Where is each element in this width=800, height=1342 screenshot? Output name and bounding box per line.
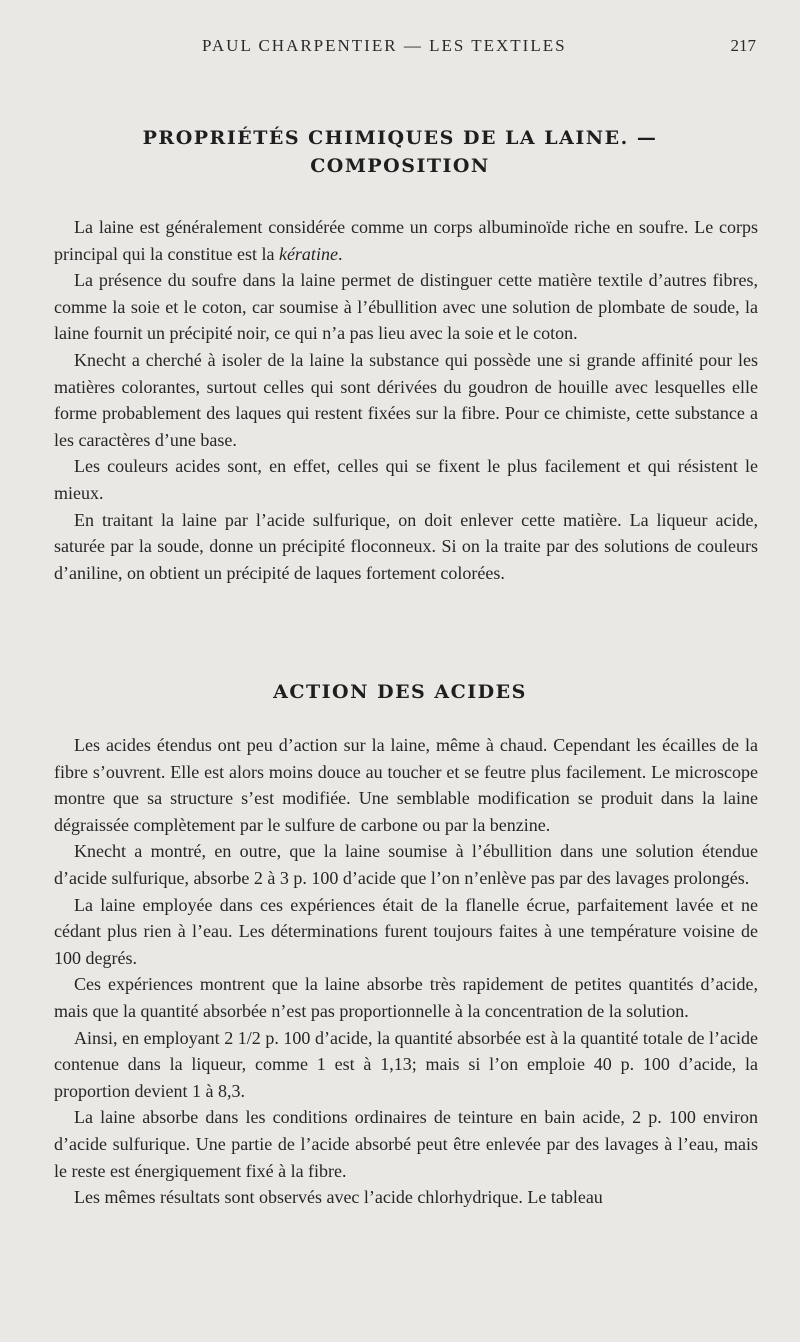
paragraph: [54, 214, 758, 267]
paragraph: La présence du soufre dans la laine permet de distinguer cette matière textile d’autres fibres, comme la soie et le coton, car soumise à l’ébullition avec une solution de plombate de soude, la laine fournit un précipité noir, ce qui n’a pas lieu avec la soie et le coton.: [54, 270, 758, 344]
paragraph-text: La laine est généralement considérée comme un corps albuminoïde riche en soufre. Le corps principal qui la constitue est la: [54, 217, 758, 264]
composition-section-body: [54, 214, 758, 586]
running-title: PAUL CHARPENTIER — LES TEXTILES: [202, 36, 567, 55]
paragraph: Ces expériences montrent que la laine absorbe très rapidement de petites quantités d’acide, mais que la quantité absorbée n’est pas proportionnelle à la concentration de la solution.: [54, 974, 758, 1021]
paragraph: En traitant la laine par l’acide sulfurique, on doit enlever cette matière. La liqueur acide, saturée par la soude, donne un précipité floconneux. Si on la traite par des solutions de couleurs d’aniline, on obtient un précipité de laques fortement colorées.: [54, 509, 758, 583]
page-number: 217: [730, 36, 756, 55]
paragraph: La laine absorbe dans les conditions ordinaires de teinture en bain acide, 2 p. 100 environ d’acide sulfurique. Une partie de l’acide absorbé peut être enlevée par des lavages à l’eau, mais le reste est énergiquement fixé à la fibre.: [54, 1107, 758, 1181]
section-heading-composition: [0, 124, 800, 180]
paragraph: Les acides étendus ont peu d’action sur la laine, même à chaud. Cependant les écailles de la fibre s’ouvrent. Elle est alors moins douce au toucher et se feutre plus facilement. Le microscope montre que sa structure s’est modifiée. Une semblable modification se produit dans la laine dégraissée complètement par le sulfure de carbone ou par la benzine.: [54, 735, 758, 835]
emphasized-term: kératine: [278, 243, 338, 264]
paragraph: Knecht a montré, en outre, que la laine soumise à l’ébullition dans une solution étendue d’acide sulfurique, absorbe 2 à 3 p. 100 d’acide que l’on n’enlève pas par des lavages prolongés.: [54, 841, 758, 888]
acides-section-body: [54, 732, 758, 1211]
section-title-line-1: PROPRIÉTÉS CHIMIQUES DE LA LAINE. —: [142, 127, 658, 149]
paragraph: La laine employée dans ces expériences était de la flanelle écrue, parfaitement lavée et ne cédant plus rien à l’eau. Les déterminations furent toujours faites à une température voisine de 100 degrés.: [54, 894, 758, 968]
paragraph: Les couleurs acides sont, en effet, celles qui se fixent le plus facilement et qui résistent le mieux.: [54, 456, 758, 503]
section-heading-acides: [0, 678, 800, 706]
paragraph-text: .: [337, 243, 343, 264]
paragraph: Knecht a cherché à isoler de la laine la substance qui possède une si grande affinité pour les matières colorantes, surtout celles qui sont dérivées du goudron de houille avec lesquelles elle forme probablement des laques qui restent fixées sur la fibre. Pour ce chimiste, cette substance a les caractères d’une base.: [54, 349, 758, 450]
section-title: ACTION DES ACIDES: [273, 681, 527, 703]
paragraph: Ainsi, en employant 2 1/2 p. 100 d’acide, la quantité absorbée est à la quantité totale de l’acide contenue dans la liqueur, comme 1 est à 1,13; mais si l’on emploie 40 p. 100 d’acide, la proportion devient 1 à 8,3.: [54, 1027, 758, 1101]
page-header: [0, 36, 800, 58]
section-title-line-2: COMPOSITION: [310, 155, 490, 177]
paragraph: Les mêmes résultats sont observés avec l’acide chlorhydrique. Le tableau: [74, 1187, 603, 1208]
